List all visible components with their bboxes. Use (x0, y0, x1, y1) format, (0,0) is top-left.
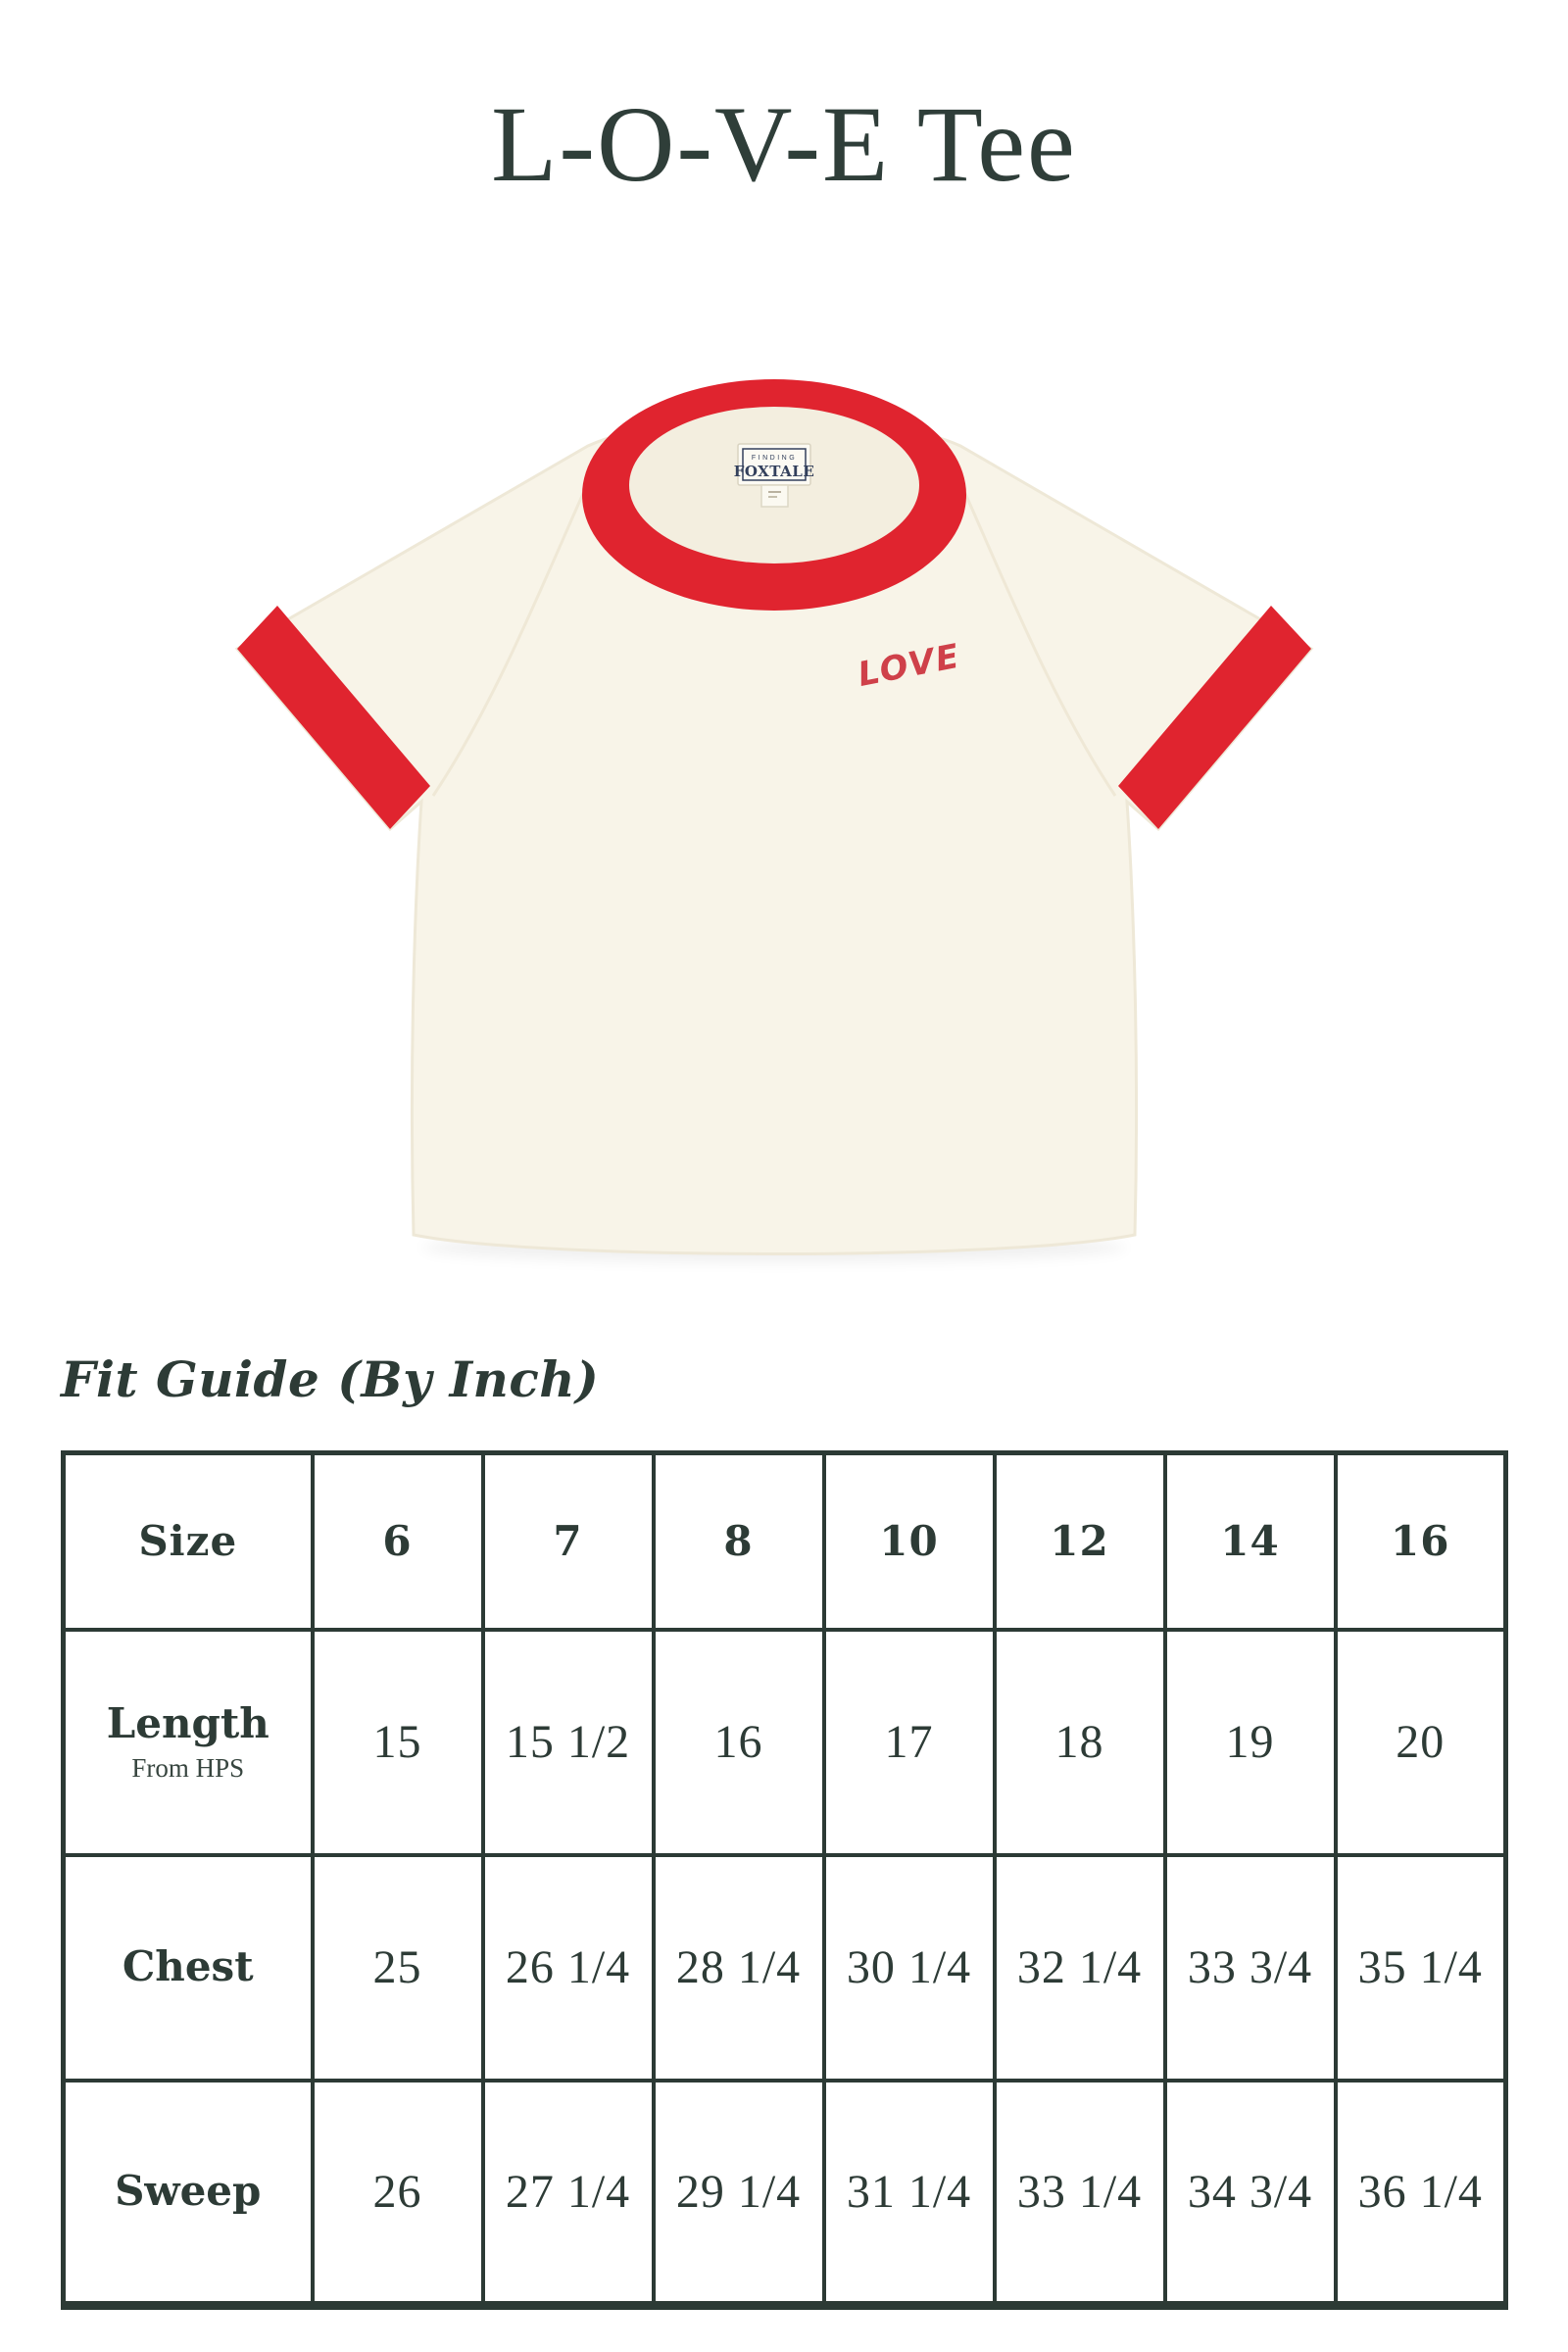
table-cell: 33 3/4 (1165, 1855, 1336, 2081)
brand-main-text: FOXTALE (733, 463, 815, 480)
header-cell-7: 7 (483, 1453, 654, 1630)
table-cell: 26 1/4 (483, 1855, 654, 2081)
table-cell: 16 (654, 1630, 824, 1855)
table-cell: 18 (995, 1630, 1165, 1855)
table-cell: 32 1/4 (995, 1855, 1165, 2081)
table-cell: 19 (1165, 1630, 1336, 1855)
table-cell: 15 1/2 (483, 1630, 654, 1855)
table-cell: 15 (313, 1630, 483, 1855)
row-label-text: Length (106, 1698, 270, 1747)
table-cell: 30 1/4 (824, 1855, 995, 2081)
row-sublabel-text: From HPS (131, 1753, 245, 1784)
row-label-text: Chest (122, 1942, 254, 1991)
fit-guide-heading: Fit Guide (By Inch) (61, 1350, 600, 1408)
table-row-sweep (64, 2081, 1506, 2306)
fit-guide-table (61, 1450, 1508, 2310)
header-cell-8: 8 (654, 1453, 824, 1630)
table-cell: 33 1/4 (995, 2081, 1165, 2306)
table-row-chest (64, 1855, 1506, 2081)
header-cell-14: 14 (1165, 1453, 1336, 1630)
header-cell-10: 10 (824, 1453, 995, 1630)
page-title: L-O-V-E Tee (491, 84, 1077, 204)
table-row-length (64, 1630, 1506, 1855)
row-label-chest (64, 1855, 313, 2081)
brand-top-text: FINDING (751, 455, 798, 462)
table-cell: 36 1/4 (1336, 2081, 1506, 2306)
table-cell: 28 1/4 (654, 1855, 824, 2081)
table-cell: 35 1/4 (1336, 1855, 1506, 2081)
table-cell: 20 (1336, 1630, 1506, 1855)
header-cell-12: 12 (995, 1453, 1165, 1630)
table-cell: 34 3/4 (1165, 2081, 1336, 2306)
row-label-text: Sweep (115, 2167, 262, 2216)
table-cell: 31 1/4 (824, 2081, 995, 2306)
table-cell: 26 (313, 2081, 483, 2306)
table-cell: 17 (824, 1630, 995, 1855)
chest-print: LOVE (855, 636, 964, 695)
row-label-sweep (64, 2081, 313, 2306)
tshirt-image (176, 372, 1372, 1274)
table-cell: 29 1/4 (654, 2081, 824, 2306)
header-cell-6: 6 (313, 1453, 483, 1630)
table-header-row (64, 1453, 1506, 1630)
table-cell: 27 1/4 (483, 2081, 654, 2306)
header-cell-size: Size (64, 1453, 313, 1630)
row-label-length (64, 1630, 313, 1855)
header-cell-16: 16 (1336, 1453, 1506, 1630)
table-cell: 25 (313, 1855, 483, 2081)
product-photo (176, 372, 1372, 1274)
